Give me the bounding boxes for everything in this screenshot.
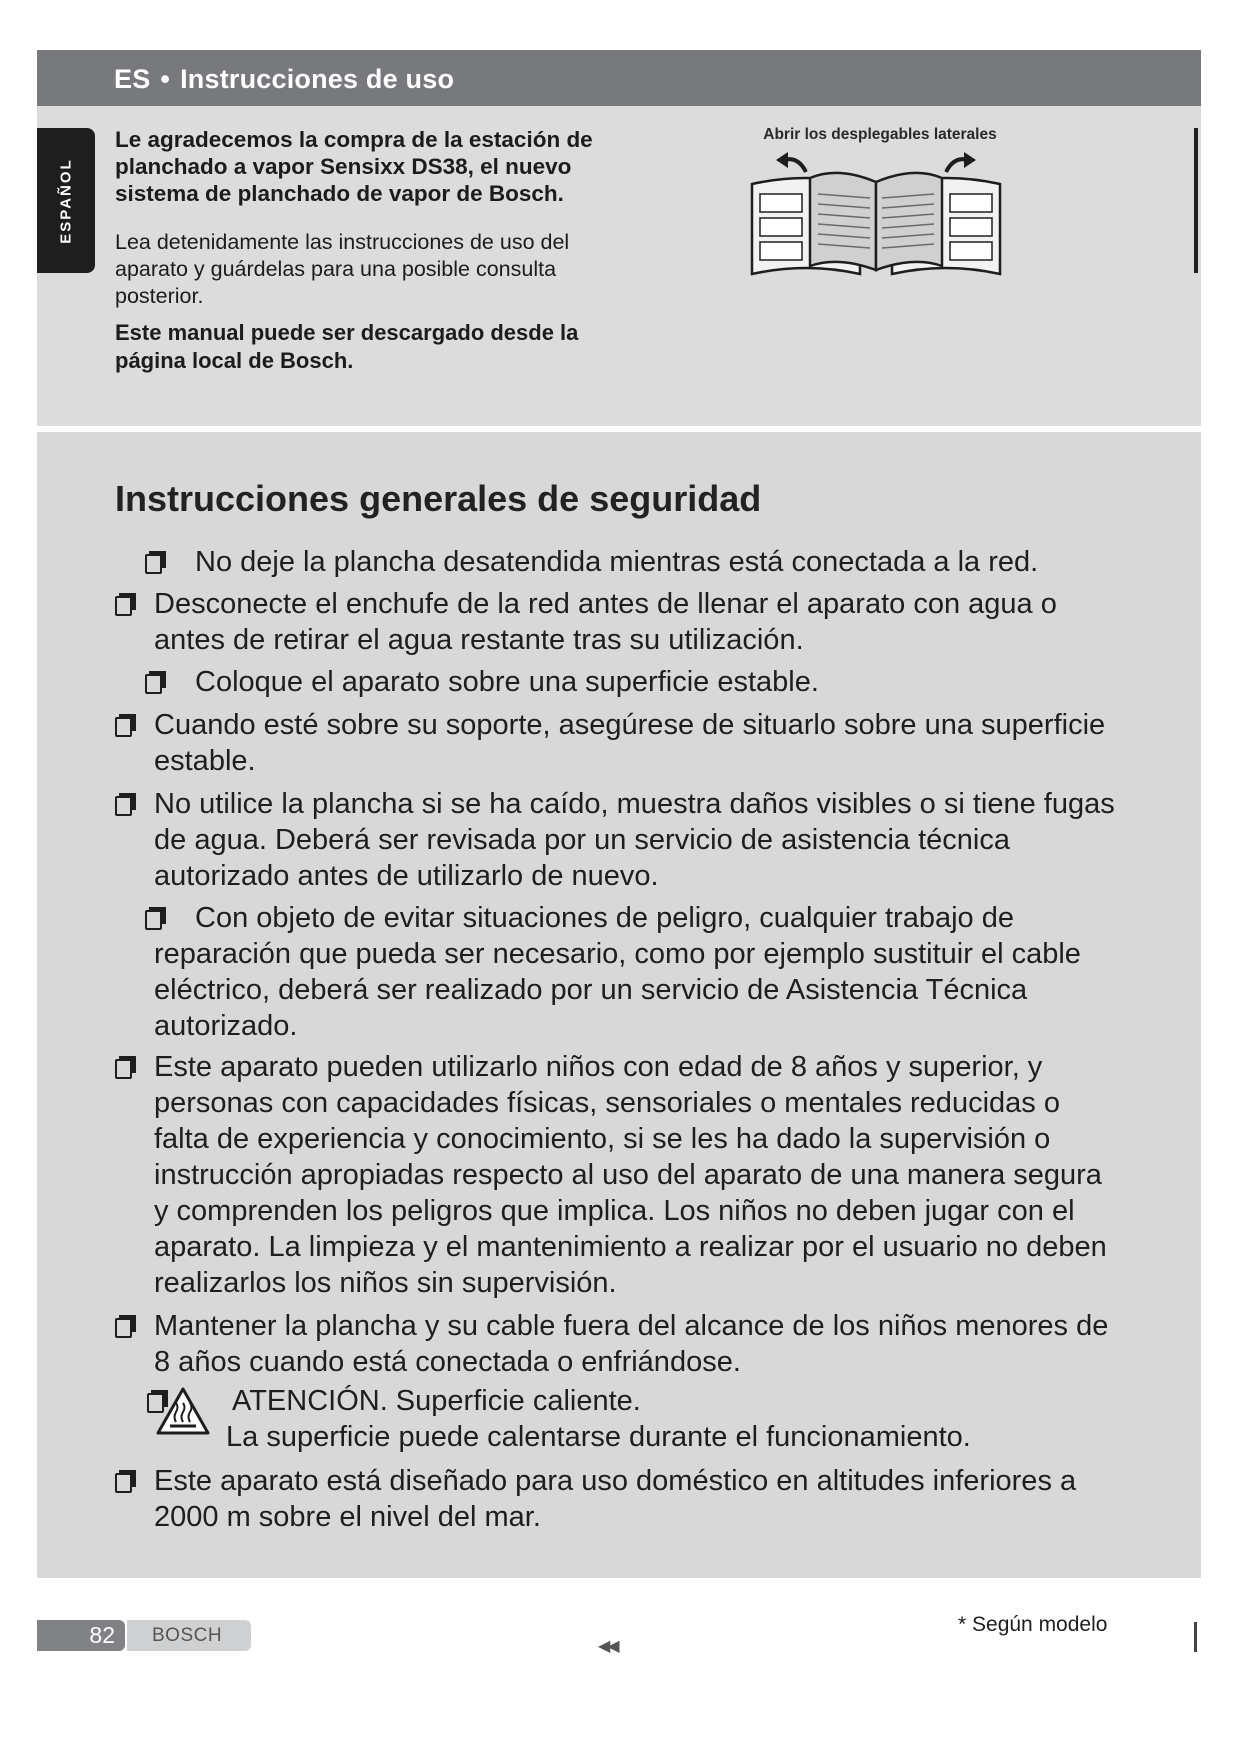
safety-item: Desconecte el enchufe de la red antes de llenar el aparato con agua o antes de retirar el agua restante tras su utilización. (115, 586, 1057, 658)
checkbox-bullet-icon (145, 674, 162, 694)
checkbox-bullet-icon (145, 554, 162, 574)
checkbox-bullet-icon (115, 596, 132, 616)
brand-label: BOSCH (127, 1620, 251, 1651)
checkbox-bullet-icon (115, 796, 132, 816)
checkbox-bullet-icon (115, 1473, 132, 1493)
safety-item: Este aparato está diseñado para uso doméstico en altitudes inferiores a 2000 m sobre el nivel del mar. (115, 1463, 1076, 1535)
safety-item: Este aparato pueden utilizarlo niños con edad de 8 años y superior, y personas con capacidades físicas, sensoriales o mentales reducidas o falta de experiencia y conocimiento, si se les ha dado la supervisión o instrucción apropiadas respecto al uso del aparato de una manera segura y comprenden los peligros que implica. Los niños no deben jugar con el aparato. La limpieza y el mantenimiento a realizar por el usuario no deben realizarlos los niños sin supervisión. (115, 1049, 1107, 1301)
hot-surface-warning: ATENCIÓN. Superficie caliente. La superficie puede calentarse durante el funcionamiento. (115, 1383, 971, 1455)
intro-text (115, 126, 615, 375)
header-title: ES • Instrucciones de uso (114, 64, 455, 94)
right-edge-rule (1194, 128, 1198, 273)
download-paragraph: Este manual puede ser descargado desde la página local de Bosch. (115, 320, 579, 373)
page-number: 82 (37, 1620, 125, 1651)
section-title: Instrucciones generales de seguridad (115, 478, 762, 519)
safety-item: Coloque el aparato sobre una superficie estable. (145, 664, 819, 700)
checkbox-bullet-icon (145, 910, 162, 930)
safety-item: No utilice la plancha si se ha caído, muestra daños visibles o si tiene fugas de agua. Deberá ser revisada por un servicio de asistencia técnica autorizado antes de utilizarlo de nuevo. (115, 786, 1115, 894)
checkbox-bullet-icon (115, 1059, 132, 1079)
footer-edge-rule (1194, 1622, 1197, 1652)
hot-surface-warning-icon (155, 1386, 211, 1438)
safety-item: Cuando esté sobre su soporte, asegúrese de situarlo sobre una superficie estable. (115, 707, 1105, 779)
fold-caption: Abrir los desplegables laterales (763, 126, 997, 143)
safety-item: Mantener la plancha y su cable fuera del alcance de los niños menores de 8 años cuando está conectada o enfriándose. (115, 1308, 1108, 1380)
open-book-icon (748, 150, 1004, 280)
checkbox-bullet-icon (115, 1318, 132, 1338)
read-instructions-paragraph: Lea detenidamente las instrucciones de uso del aparato y guárdelas para una posible consulta posterior. (115, 230, 570, 308)
rewind-arrows-icon[interactable]: ◀◀ (598, 1638, 617, 1655)
thanks-paragraph: Le agradecemos la compra de la estación de planchado a vapor Sensixx DS38, el nuevo sistema de planchado de vapor de Bosch. (115, 127, 593, 206)
model-note: * Según modelo (958, 1613, 1108, 1636)
safety-item: Con objeto de evitar situaciones de peligro, cualquier trabajo de reparación que pueda ser necesario, como por ejemplo sustituir el cable eléctrico, deberá ser realizado por un servicio de Asistencia Técnica autorizado. (115, 900, 1081, 1044)
checkbox-bullet-icon (115, 717, 132, 737)
header-bar (37, 50, 1201, 106)
language-tab: ESPAÑOL (37, 128, 95, 273)
safety-item: No deje la plancha desatendida mientras está conectada a la red. (145, 544, 1038, 580)
